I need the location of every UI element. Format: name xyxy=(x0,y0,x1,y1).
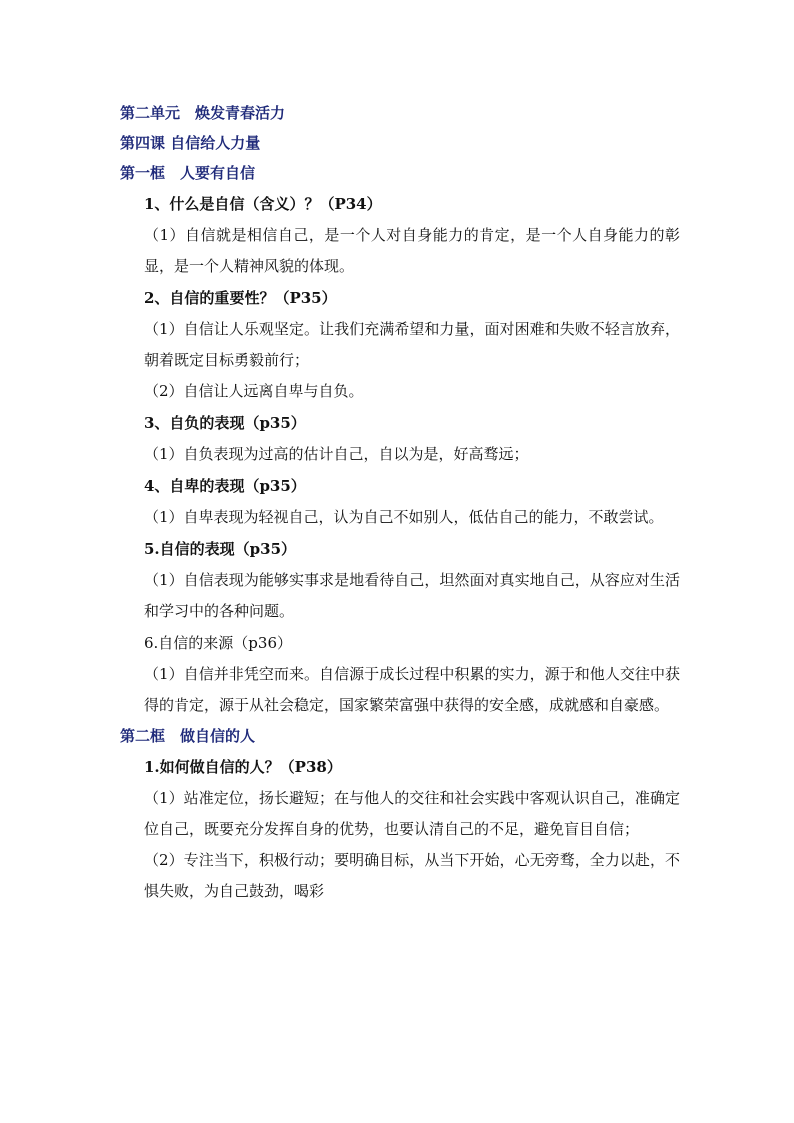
question-1-1: 1、什么是自信（含义）？（P34） xyxy=(144,195,382,213)
answer-1-5-a: （1）自信表现为能够实事求是地看待自己，坦然面对真实地自己，从容应对生活和学习中的各种问题。 xyxy=(144,571,680,620)
answer-1-6-a: （1）自信并非凭空而来。自信源于成长过程中积累的实力，源于和他人交往中获得的肯定，源于从社会稳定，国家繁荣富强中获得的安全感，成就感和自豪感。 xyxy=(144,665,680,714)
lesson-title: 第四课 自信给人力量 xyxy=(120,134,261,152)
section-2-title: 第二框 做自信的人 xyxy=(120,727,256,745)
unit-title: 第二单元 焕发青春活力 xyxy=(120,104,286,122)
answer-1-2-b: （2）自信让人远离自卑与自负。 xyxy=(144,382,364,400)
answer-2-1-b: （2）专注当下，积极行动；要明确目标，从当下开始，心无旁骛，全力以赴，不惧失败，为自己鼓劲，喝彩 xyxy=(144,851,680,900)
section-1-title: 第一框 人要有自信 xyxy=(120,164,256,182)
answer-1-3-a: （1）自负表现为过高的估计自己，自以为是，好高骛远； xyxy=(144,445,529,463)
question-1-3: 3、自负的表现（p35） xyxy=(144,414,306,432)
question-2-1: 1.如何做自信的人？（P38） xyxy=(144,758,342,776)
answer-1-4-a: （1）自卑表现为轻视自己，认为自己不如别人，低估自己的能力，不敢尝试。 xyxy=(144,508,664,526)
question-1-5: 5.自信的表现（p35） xyxy=(144,540,297,558)
answer-1-2-a: （1）自信让人乐观坚定。让我们充满希望和力量，面对困难和失败不轻言放弃，朝着既定目标勇毅前行； xyxy=(144,320,680,369)
question-1-2: 2、自信的重要性？（P35） xyxy=(144,289,337,307)
answer-1-1-a: （1）自信就是相信自己，是一个人对自身能力的肯定，是一个人自身能力的彰显，是一个人精神风貌的体现。 xyxy=(144,226,680,275)
answer-2-1-a: （1）站准定位，扬长避短；在与他人的交往和社会实践中客观认识自己，准确定位自己，既要充分发挥自身的优势，也要认清自己的不足，避免盲目自信； xyxy=(144,789,680,838)
document-content xyxy=(120,98,680,907)
question-1-6: 6.自信的来源（p36） xyxy=(144,634,293,652)
question-1-4: 4、自卑的表现（p35） xyxy=(144,477,306,495)
